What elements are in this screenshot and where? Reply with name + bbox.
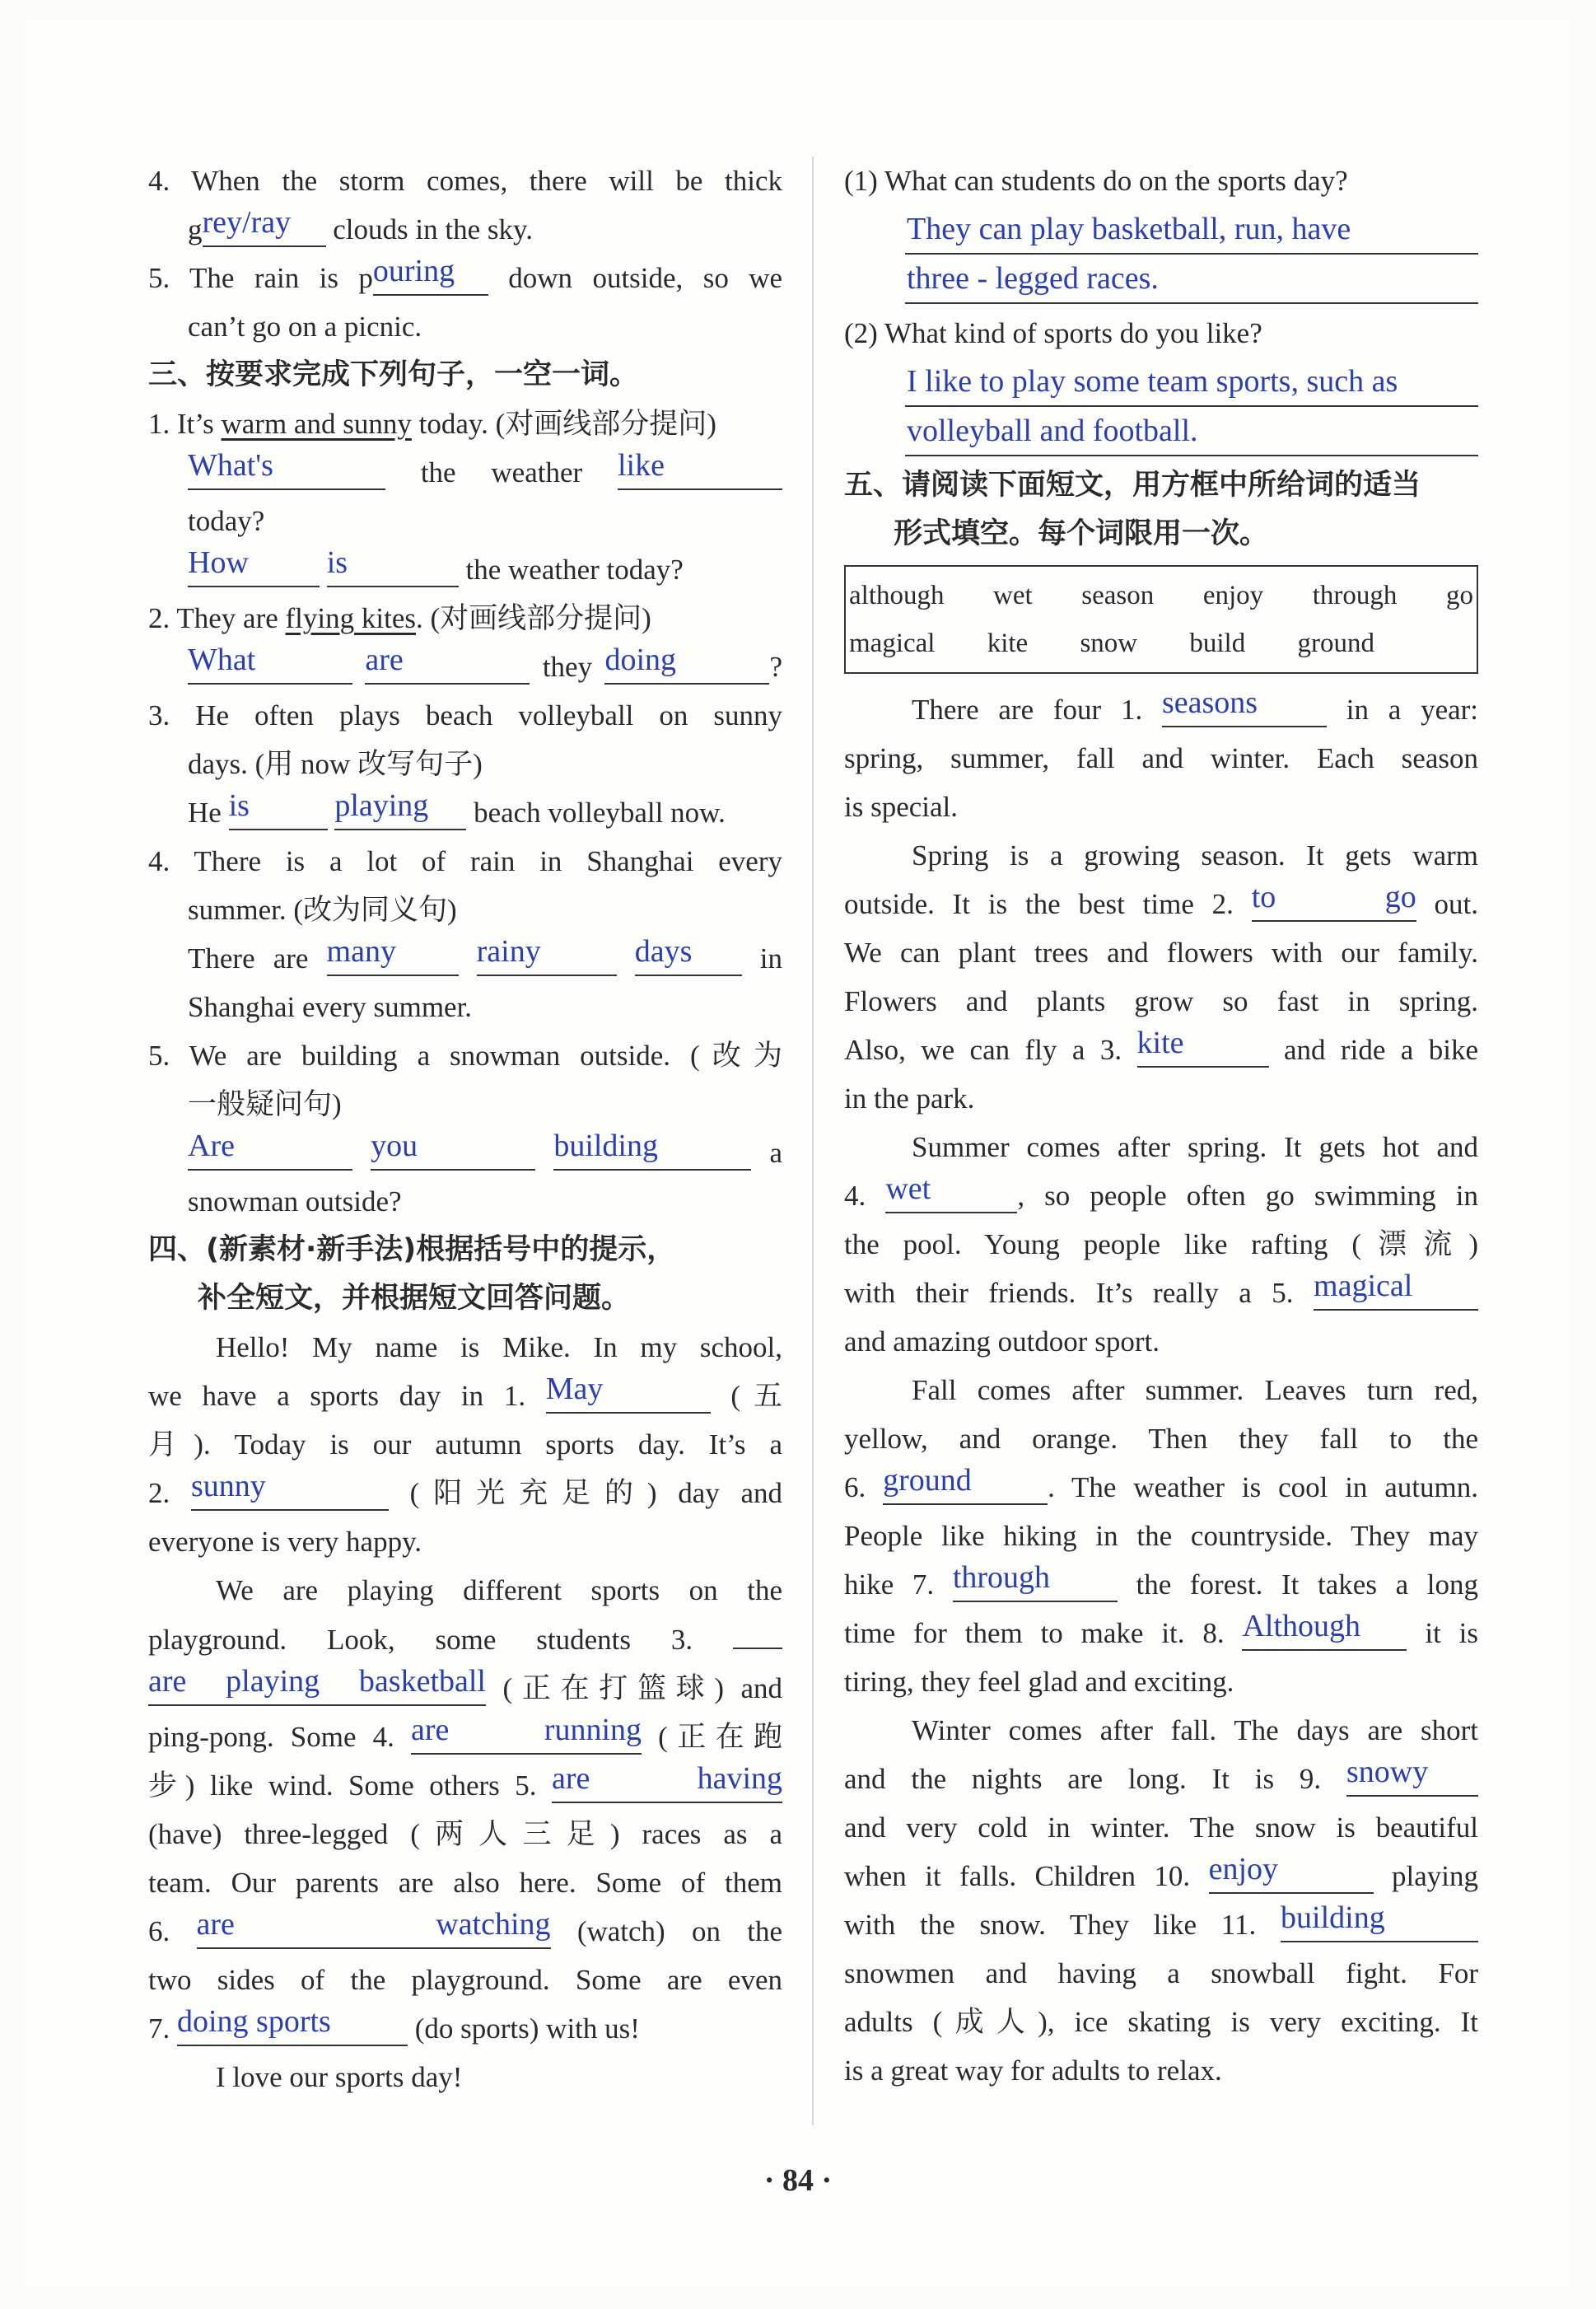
word: go (1445, 581, 1473, 610)
s1-answer-line2: How is the weather today? (188, 545, 684, 586)
r5-line-c: and very cold in winter. The snow is beautiful (844, 1811, 1478, 1844)
r5-line-h: is a great way for adults to relax. (844, 2054, 1222, 2087)
left-column (148, 157, 782, 2101)
section-5-title: 五、请阅读下面短文，用方框中所给词的适当 (844, 469, 1421, 502)
p1-line-d: 2. sunny (阳光充足的) day and (148, 1469, 782, 1509)
r5-line-e: with the snow. They like 11. building (844, 1900, 1478, 1949)
p2-line-c: are playing basketball (正在打篮球) and (148, 1664, 782, 1704)
blank-r5[interactable]: magical (1314, 1276, 1478, 1311)
p2-line-h: 6. are watching (watch) on the (148, 1907, 783, 1947)
blank-p2-5[interactable]: are having (552, 1769, 782, 1803)
word-box-row-2 (849, 619, 1473, 667)
r3-line-c: the pool. Young people like rafting (漂流) (844, 1228, 1478, 1260)
r4-line-b: yellow, and orange. Then they fall to the (844, 1423, 1478, 1455)
section-3-title: 三、按要求完成下列句子，一空一词。 (148, 358, 639, 391)
blank-s1-1[interactable]: What's (188, 456, 385, 490)
r5-line-d: when it falls. Children 10. enjoy playing (844, 1852, 1478, 1892)
blank-s3-2[interactable]: playing (334, 796, 466, 830)
r4-line-c: 6. ground . The weather is cool in autumn. (844, 1463, 1478, 1503)
blank-r4[interactable]: wet (885, 1179, 1017, 1213)
section-5-title-2: 形式填空。每个词限用一次。 (894, 517, 1269, 550)
r1-line-a: There are four 1. seasons in a year: (912, 685, 1479, 726)
s4-answer-line: There are many rainy days in (188, 934, 783, 975)
s4-line-a: 4. There is a lot of rain in Shanghai every (148, 845, 782, 877)
p2-line-f: (have) three-legged (两人三足) races as a (148, 1818, 782, 1850)
r2-line-e: Also, we can fly a 3. kite and ride a bike (844, 1026, 1479, 1066)
blank-r9[interactable]: snowy (1346, 1762, 1478, 1797)
word: although (849, 581, 945, 610)
word: enjoy (1202, 581, 1264, 610)
right-column (844, 157, 1478, 2095)
s2-line: 2. They are flying kites. (对画线部分提问) (148, 602, 651, 634)
r2-line-c: We can plant trees and flowers with our family. (844, 937, 1478, 969)
p2-line-a: We are playing different sports on the (216, 1574, 782, 1606)
word: through (1312, 581, 1398, 610)
q2-answer-a[interactable]: I like to play some team sports, such as (905, 358, 1478, 407)
blank-p2-7[interactable]: doing sports (177, 2012, 408, 2046)
s1-answer-line: What's the weather like (148, 448, 782, 497)
s2-answer-line: What are they doing ? (188, 643, 783, 683)
p1-line-c: 月). Today is our autumn sports day. It’s a (148, 1428, 782, 1461)
r1-line-b: spring, summer, fall and winter. Each season (844, 742, 1478, 774)
blank-s1-2[interactable]: like (618, 456, 782, 490)
s1-line: 1. It’s warm and sunny today. (对画线部分提问) (148, 408, 716, 440)
r2-line-b: outside. It is the best time 2. to go out. (844, 880, 1478, 920)
s3-answer-line: He is playing beach volleyball now. (188, 788, 726, 829)
p2-line-g: team. Our parents are also here. Some of them (148, 1867, 782, 1899)
p1-line-a: Hello! My name is Mike. In my school, (216, 1331, 782, 1363)
q5-line-b: can’t go on a picnic. (188, 311, 422, 343)
blank-p2-6[interactable]: are watching (197, 1914, 551, 1949)
s5-line-b: 一般疑问句) (188, 1088, 342, 1120)
section-4-title: 四、(新素材·新手法)根据括号中的提示， (148, 1233, 676, 1266)
word: kite (987, 629, 1029, 658)
q1-answer-a[interactable]: They can play basketball, run, have (905, 205, 1478, 255)
r2-line-f: in the park. (844, 1082, 975, 1115)
blank-r6[interactable]: ground (883, 1470, 1048, 1505)
blank-r1[interactable]: seasons (1162, 693, 1327, 727)
blank-p1-2[interactable]: sunny (191, 1476, 389, 1511)
blank-s3-1[interactable]: is (229, 796, 328, 830)
r2-line-d: Flowers and plants grow so fast in spring. (844, 985, 1478, 1017)
word: snow (1080, 629, 1138, 658)
blank-s5-2[interactable]: you (371, 1136, 535, 1171)
blank-r11[interactable]: building (1281, 1908, 1478, 1942)
blank-s4-1[interactable]: many (327, 942, 459, 976)
word: season (1081, 581, 1155, 610)
r4-line-d: People like hiking in the countryside. They may (844, 1520, 1478, 1552)
r5-line-f: snowmen and having a snowball fight. For (844, 1957, 1478, 1989)
word: wet (993, 581, 1033, 610)
blank-s1-4[interactable]: is (327, 553, 459, 587)
p2-line-b: playground. Look, some students 3. (148, 1615, 782, 1664)
q1-answer-b[interactable]: three - legged races. (905, 255, 1478, 304)
word-box-row-1 (849, 572, 1473, 619)
word: ground (1297, 629, 1374, 658)
r5-line-g: adults (成人), ice skating is very exciting. It (844, 2006, 1478, 2038)
blank-q4[interactable]: rey/ray (203, 213, 326, 247)
r5-line-b: and the nights are long. It is 9. snowy (844, 1755, 1478, 1803)
r3-line-b: 4. wet , so people often go swimming in (844, 1171, 1478, 1212)
blank-s4-3[interactable]: days (635, 942, 742, 976)
q2-answer-b[interactable]: volleyball and football. (905, 407, 1478, 456)
r3-line-d: with their friends. It’s really a 5. magical (844, 1269, 1478, 1317)
word-box (844, 565, 1478, 674)
p2-line-d: ping-pong. Some 4. are running (正在跑 (148, 1713, 782, 1753)
blank-p2-3[interactable]: are playing basketball (148, 1671, 486, 1706)
blank-s4-2[interactable]: rainy (477, 942, 617, 976)
s3-line-a: 3. He often plays beach volleyball on sunny (148, 699, 782, 731)
column-divider (812, 157, 814, 2125)
s5-line-c: snowman outside? (188, 1185, 402, 1218)
s4-line-c: Shanghai every summer. (188, 991, 473, 1023)
s5-answer-line: Are you building a (188, 1129, 783, 1169)
blank-r3[interactable]: kite (1137, 1033, 1269, 1068)
blank-s2-1[interactable]: What (188, 650, 352, 685)
s1-end: today? (188, 505, 265, 537)
r3-line-a: Summer comes after spring. It gets hot and (912, 1131, 1478, 1163)
r5-line-a: Winter comes after fall. The days are short (912, 1714, 1478, 1746)
blank-r7[interactable]: through (953, 1568, 1118, 1602)
p1-line-e: everyone is very happy. (148, 1526, 422, 1558)
blank-p2-3-start[interactable] (733, 1615, 782, 1649)
p3-line: I love our sports day! (216, 2061, 463, 2093)
q5-line-a: 5. The rain is pouring down outside, so we (148, 254, 783, 294)
section-4-title-2: 补全短文，并根据短文回答问题。 (198, 1282, 631, 1315)
blank-r8[interactable]: Although (1242, 1616, 1407, 1651)
s5-line-a: 5. We are building a snowman outside. (改为 (148, 1040, 782, 1072)
p2-line-i: two sides of the playground. Some are even (148, 1964, 782, 1996)
word: magical (849, 629, 936, 658)
blank-r2[interactable]: to go (1252, 887, 1416, 922)
blank-s2-3[interactable]: doing (604, 650, 769, 685)
p2-line-j: 7. doing sports (do sports) with us! (148, 2004, 640, 2045)
page-number: · 84 · (763, 2163, 833, 2198)
p2-line-e: 步) like wind. Some others 5. are having (148, 1761, 782, 1802)
blank-s2-2[interactable]: are (365, 650, 530, 685)
r3-line-e: and amazing outdoor sport. (844, 1325, 1160, 1358)
blank-p1-1[interactable]: May (546, 1379, 711, 1414)
word: build (1189, 629, 1246, 658)
r4-line-g: tiring, they feel glad and exciting. (844, 1666, 1234, 1698)
q4-line-b: grey/ray clouds in the sky. (188, 205, 533, 245)
blank-s5-1[interactable]: Are (188, 1136, 352, 1171)
r4-line-e: hike 7. through the forest. It takes a long (844, 1560, 1478, 1601)
r4-line-f: time for them to make it. 8. Although it is (844, 1609, 1478, 1649)
blank-s5-3[interactable]: building (553, 1136, 751, 1171)
r1-line-c: is special. (844, 791, 959, 823)
blank-r10[interactable]: enjoy (1209, 1859, 1374, 1894)
p1-line-b: we have a sports day in 1. May (五 (148, 1372, 782, 1412)
s3-line-b: days. (用 now 改写句子) (188, 748, 483, 780)
blank-q5[interactable]: ouring (373, 261, 488, 296)
r2-line-a: Spring is a growing season. It gets warm (912, 839, 1478, 872)
s4-line-b: summer. (改为同义句) (188, 894, 457, 926)
q1-question: (1) What can students do on the sports day? (844, 165, 1348, 197)
q2-question: (2) What kind of sports do you like? (844, 317, 1262, 349)
q4-line-a: 4. When the storm comes, there will be thick (148, 165, 782, 197)
blank-p2-4[interactable]: are running (411, 1720, 642, 1755)
r4-line-a: Fall comes after summer. Leaves turn red, (912, 1374, 1478, 1406)
blank-s1-3[interactable]: How (188, 553, 320, 587)
